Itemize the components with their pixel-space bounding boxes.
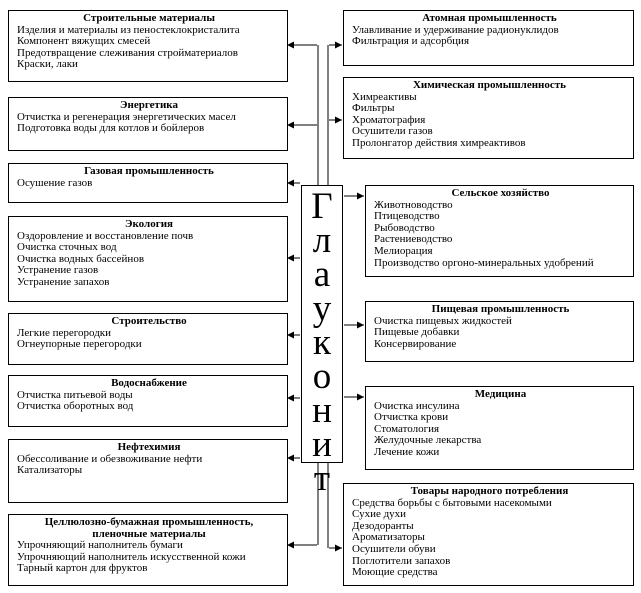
list-item: Краски, лаки [17, 58, 78, 71]
list-item: Хроматография [352, 113, 426, 126]
box-title: Экология [125, 218, 173, 230]
box-title: Водоснабжение [111, 377, 187, 389]
list-item: Рыбоводство [374, 221, 435, 234]
list-item: Лечение кожи [374, 445, 440, 458]
list-item: Осушители обуви [352, 542, 436, 555]
center-letter: к [313, 322, 331, 363]
list-item: Отчистка питьевой воды [17, 388, 133, 401]
box-title: Нефтехимия [117, 441, 181, 453]
box-title: Целлюлозно-бумажная промышленность, пленочные материалы [44, 516, 254, 540]
center-letter: о [312, 356, 332, 397]
center-letter: т [313, 458, 331, 499]
box-title: Атомная промышленность [422, 12, 557, 24]
center-letter: н [312, 390, 332, 431]
list-item: Поглотители запахов [352, 554, 451, 567]
box-title: Химическая промышленность [412, 79, 567, 91]
box-title: Медицина [474, 388, 527, 400]
list-item: Очистка пищевых жидкостей [374, 314, 512, 327]
list-item: Консервирование [374, 337, 457, 350]
list-item: Ароматизаторы [352, 531, 425, 544]
box-building [8, 313, 288, 365]
list-item: Растениеводство [374, 233, 453, 246]
list-item: Огнеупорные перегородки [17, 338, 142, 351]
list-item: Средства борьбы с бытовыми насекомыми [352, 496, 552, 509]
list-item: Очистка водных бассейнов [17, 252, 145, 265]
list-item: Дезодоранты [352, 519, 414, 532]
central-title-box [301, 185, 343, 499]
box-ecology [8, 216, 288, 302]
list-item: Обессоливание и обезвоживание нефти [17, 452, 203, 465]
list-item: Отчистка оборотных вод [17, 400, 134, 413]
list-item: Химреактивы [352, 90, 417, 103]
list-item: Улавливание и удерживание радионуклидов [352, 23, 559, 36]
center-letter: а [313, 254, 331, 295]
list-item: Очистка сточных вод [17, 241, 117, 254]
list-item: Легкие перегородки [17, 326, 112, 339]
box-chemical [343, 77, 634, 159]
list-item: Устранение запахов [17, 275, 110, 288]
list-item: Фильтрация и адсорбция [352, 35, 469, 48]
box-consumer-goods [343, 483, 634, 586]
list-item: Фильтры [352, 102, 395, 115]
list-item: Отчистка и регенерация энергетических масел [17, 110, 236, 123]
list-item: Предотвращение слеживания стройматериалов [17, 46, 238, 59]
list-item: Подготовка воды для котлов и бойлеров [17, 122, 205, 135]
box-title: Пищевая промышленность [431, 303, 570, 315]
box-medicine [365, 386, 634, 470]
list-item: Изделия и материалы из пеностеклокристалита [17, 23, 240, 36]
list-item: Пролонгатор действия химреактивов [352, 136, 526, 149]
list-item: Очистка инсулина [374, 399, 460, 412]
box-nuclear [343, 10, 634, 66]
list-item: Птицеводство [374, 210, 440, 223]
box-title: Газовая промышленность [84, 165, 214, 177]
box-title: Товары народного потребления [410, 485, 569, 497]
list-item: Оздоровление и восстановление почв [17, 229, 194, 242]
center-letter: и [312, 424, 332, 465]
list-item: Устранение газов [17, 264, 99, 277]
list-item: Моющие средства [352, 566, 438, 579]
list-item: Тарный картон для фруктов [17, 562, 148, 575]
box-construction-materials [8, 10, 288, 82]
box-agriculture [365, 185, 634, 277]
center-letter: у [312, 288, 332, 329]
box-pulp-paper [8, 514, 288, 586]
list-item: Осушение газов [17, 176, 93, 189]
list-item: Сухие духи [352, 508, 407, 521]
list-item: Желудочные лекарства [374, 434, 482, 447]
box-title: Энергетика [120, 99, 178, 111]
list-item: Производство оргоно-минеральных удобрений [374, 256, 594, 269]
list-item: Стоматология [374, 422, 440, 435]
box-title: Строительство [111, 315, 187, 327]
center-letter: л [312, 220, 332, 261]
list-item: Осушители газов [352, 125, 433, 138]
box-title: Строительные материалы [83, 12, 215, 24]
list-item: Катализаторы [17, 464, 83, 477]
box-gas-industry [8, 163, 288, 203]
list-item: Пищевые добавки [374, 326, 460, 339]
list-item: Компонент вяжущих смесей [17, 35, 151, 48]
box-water-supply [8, 375, 288, 427]
list-item: Мелиорация [374, 244, 433, 257]
box-petrochemistry [8, 439, 288, 503]
list-item: Отчистка крови [374, 411, 449, 424]
box-food-industry [365, 301, 634, 362]
list-item: Животноводство [374, 198, 453, 211]
list-item: Упрочняющий наполнитель бумаги [17, 539, 183, 552]
box-title: Сельское хозяйство [451, 187, 550, 199]
box-energy [8, 97, 288, 151]
list-item: Упрочняющий наполнитель искусственной кожи [17, 550, 246, 563]
center-letter: Г [311, 186, 333, 227]
